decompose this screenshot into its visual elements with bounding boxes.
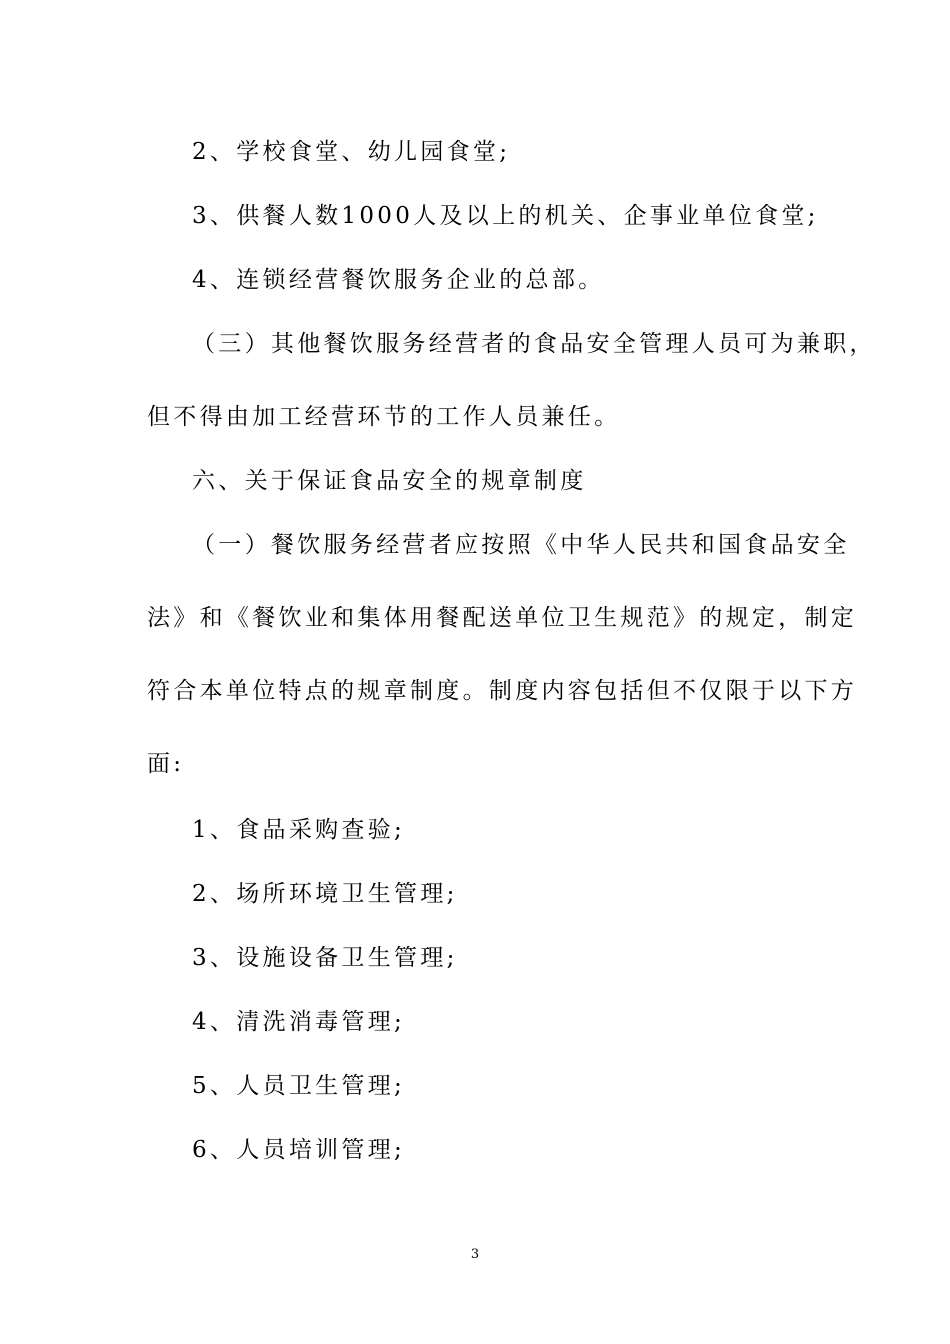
- page-number: 3: [470, 1247, 480, 1262]
- paragraph-three-line-1: （三）其他餐饮服务经营者的食品安全管理人员可为兼职，: [192, 331, 876, 357]
- list-item-personnel-hygiene: 5、人员卫生管理;: [192, 1073, 406, 1099]
- paragraph-one-line-4: 面:: [147, 751, 185, 777]
- paragraph-one-line-1: （一）餐饮服务经营者应按照《中华人民共和国食品安全: [192, 532, 850, 558]
- list-item-environment: 2、场所环境卫生管理;: [192, 881, 458, 907]
- paragraph-three-line-2: 但不得由加工经营环节的工作人员兼任。: [147, 404, 621, 430]
- list-item-training: 6、人员培训管理;: [192, 1137, 406, 1163]
- list-item-facilities: 3、设施设备卫生管理;: [192, 945, 458, 971]
- paragraph-one-line-3: 符合本单位特点的规章制度。制度内容包括但不仅限于以下方: [147, 678, 858, 704]
- paragraph-one-line-2: 法》和《餐饮业和集体用餐配送单位卫生规范》的规定，制定: [147, 605, 858, 631]
- list-item-school-canteen: 2、学校食堂、幼儿园食堂;: [192, 139, 511, 165]
- list-item-large-canteen: 3、供餐人数1000人及以上的机关、企事业单位食堂;: [192, 203, 819, 229]
- section-heading-six: 六、关于保证食品安全的规章制度: [192, 468, 587, 494]
- list-item-disinfection: 4、清洗消毒管理;: [192, 1009, 406, 1035]
- list-item-chain-hq: 4、连锁经营餐饮服务企业的总部。: [192, 267, 605, 293]
- list-item-procurement: 1、食品采购查验;: [192, 817, 406, 843]
